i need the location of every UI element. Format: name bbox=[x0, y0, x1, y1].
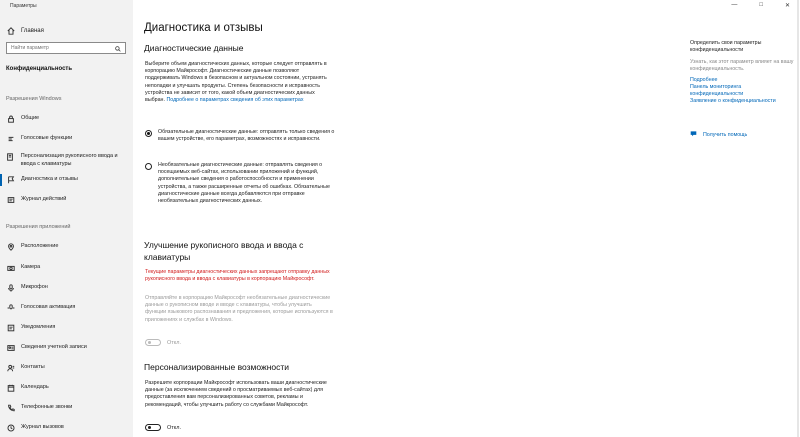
home-icon bbox=[6, 26, 15, 35]
radio-required-label: Обязательные диагностические данные: отправлять только сведения о вашем устройстве, его параметрах, возможностях и исправности. bbox=[158, 129, 335, 143]
sidebar-item-label: Уведомления bbox=[21, 324, 56, 330]
sidebar-item-call-history[interactable] bbox=[0, 424, 133, 433]
group-label-apps: Разрешения приложений bbox=[6, 224, 71, 230]
sidebar-item-account[interactable] bbox=[0, 344, 133, 353]
radio-optional-label: Необязательные диагностические данные: отправлять сведения о посещаемых веб-сайтах, использовании приложений и функций, дополнительные сведения о работоспособности и применении устройства, а также расширенные отчеты об ошибках. Обязательные диагностические данные всегда добавляются при отправке необязательных диагностических данных. bbox=[158, 162, 330, 205]
privacy-statement-link[interactable]: Заявление о конфиденциальности bbox=[690, 98, 776, 104]
sidebar-item-label: Голосовая активация bbox=[21, 304, 76, 310]
phone-icon bbox=[6, 404, 15, 413]
personal-toggle-row bbox=[145, 424, 181, 431]
radio-optional-button[interactable] bbox=[145, 163, 152, 170]
personal-description: Разрешите корпорации Майкрософт использовать ваши диагностические данные (за исключением сведений о просматриваемых веб-сайтах) для предоставления вам персонализированных советов, рекламы и рекомендаций, чтобы улучшить работу со службами Майкрософт. bbox=[145, 380, 327, 408]
sidebar-item-label: Голосовые функции bbox=[21, 135, 73, 141]
sidebar-item-label: Контакты bbox=[21, 364, 45, 370]
inking-heading: Улучшение рукописного ввода и ввода с клавиатуры bbox=[144, 240, 304, 262]
section-title: Конфиденциальность bbox=[6, 66, 73, 72]
feedback-icon bbox=[6, 176, 15, 185]
diagnostics-learn-more-link[interactable]: Подробнее о параметрах сведения об этих параметрах bbox=[166, 97, 304, 104]
sidebar-item-label: Журнал вызовов bbox=[21, 424, 64, 430]
learn-more-link[interactable]: Подробнее bbox=[690, 77, 718, 83]
sidebar-item-label: Камера bbox=[21, 264, 41, 270]
close-button[interactable]: ✕ bbox=[784, 3, 790, 9]
sidebar-item-label: Расположение bbox=[21, 243, 59, 249]
inking-toggle[interactable] bbox=[145, 339, 161, 346]
maximize-button[interactable]: □ bbox=[759, 2, 763, 8]
inking-description: Отправляйте в корпорацию Майкрософт необязательные диагностические данные о рукописном вводе и вводе с клавиатуры, чтобы улучшить функции языкового распознавания и предложения, которые используются в приложениях и службах в Windows. bbox=[145, 295, 333, 323]
personal-toggle[interactable] bbox=[145, 424, 161, 431]
sidebar bbox=[0, 0, 133, 437]
diagnostics-description-text: Выберите объем диагностических данных, которые следует отправлять в корпорацию Майкрософт. Диагностические данные позволяют поддерживать Windows в безопасном и актуальном состоянии, устранять неполадки и улучшать продукты. Степень безопасности и исправность устройства не зависит от того, какой объем диагностических данных выбран. bbox=[145, 61, 327, 104]
account-icon bbox=[6, 344, 15, 353]
diagnostics-heading: Диагностические данные bbox=[144, 43, 244, 53]
get-help-label: Получить помощь bbox=[703, 131, 748, 138]
camera-icon bbox=[6, 264, 15, 273]
personal-heading: Персонализированные возможности bbox=[144, 362, 290, 372]
sidebar-item-microphone[interactable] bbox=[0, 284, 133, 293]
radio-required-button[interactable] bbox=[145, 130, 152, 137]
sidebar-item-label: Общие bbox=[21, 115, 40, 121]
sidebar-item-camera[interactable] bbox=[0, 264, 133, 273]
voice-activation-icon bbox=[6, 304, 15, 313]
window-title: Параметры bbox=[10, 3, 37, 9]
get-help-link[interactable] bbox=[690, 130, 747, 139]
search-box[interactable] bbox=[6, 42, 126, 54]
inking-warning: Текущие параметры диагностических данных запрещают отправку данных рукописного ввода и ввода с клавиатуры в корпорацию Майкрософт. bbox=[145, 269, 330, 283]
lock-icon bbox=[6, 115, 15, 124]
notifications-icon bbox=[6, 324, 15, 333]
sidebar-item-label: Микрофон bbox=[21, 284, 48, 290]
sidebar-item-label: Персонализация рукописного ввода и ввода с клавиатуры bbox=[20, 153, 118, 167]
diagnostics-description bbox=[145, 61, 333, 104]
sidebar-item-notifications[interactable] bbox=[0, 324, 133, 333]
personal-toggle-label: Откл. bbox=[167, 424, 182, 431]
scrollbar[interactable] bbox=[797, 0, 799, 437]
right-pane-title: Определить свои параметры конфиденциальности bbox=[690, 40, 762, 53]
minimize-button[interactable]: — bbox=[731, 2, 738, 8]
sidebar-item-home[interactable] bbox=[6, 26, 44, 35]
right-pane-description: Узнать, как этот параметр влияет на вашу конфиденциальность. bbox=[690, 59, 794, 72]
group-label-windows: Разрешения Windows bbox=[6, 96, 62, 102]
sidebar-item-location[interactable] bbox=[0, 243, 133, 252]
calendar-icon bbox=[6, 384, 15, 393]
search-input[interactable] bbox=[11, 45, 106, 51]
sidebar-item-activity[interactable] bbox=[0, 196, 133, 205]
sidebar-item-label: Телефонные звонки bbox=[21, 404, 73, 410]
right-pane bbox=[690, 40, 795, 105]
sidebar-item-diagnostics[interactable] bbox=[0, 176, 133, 185]
sidebar-item-label: Главная bbox=[21, 27, 44, 34]
page-title: Диагностика и отзывы bbox=[144, 22, 263, 34]
location-icon bbox=[6, 243, 15, 252]
call-history-icon bbox=[6, 424, 15, 433]
sidebar-item-label: Сведения учетной записи bbox=[21, 344, 87, 350]
sidebar-item-voice-activation[interactable] bbox=[0, 304, 133, 313]
sidebar-item-calendar[interactable] bbox=[0, 384, 133, 393]
sidebar-item-label: Диагностика и отзывы bbox=[21, 176, 78, 182]
pen-icon bbox=[6, 153, 15, 162]
window-controls bbox=[731, 2, 790, 9]
radio-required[interactable] bbox=[145, 129, 345, 143]
sidebar-item-general[interactable] bbox=[0, 115, 133, 124]
history-icon bbox=[6, 196, 15, 205]
privacy-dashboard-link[interactable]: Панель мониторинга конфиденциальности bbox=[690, 84, 744, 97]
microphone-icon bbox=[6, 284, 15, 293]
radio-optional[interactable] bbox=[145, 162, 345, 205]
sidebar-item-voice[interactable] bbox=[0, 135, 133, 144]
sidebar-item-contacts[interactable] bbox=[0, 364, 133, 373]
sidebar-item-inking[interactable] bbox=[0, 153, 128, 168]
contacts-icon bbox=[6, 364, 15, 373]
sidebar-item-label: Календарь bbox=[21, 384, 49, 390]
voice-icon bbox=[6, 135, 15, 144]
sidebar-item-label: Журнал действий bbox=[21, 196, 67, 202]
help-icon bbox=[690, 130, 697, 139]
inking-toggle-row bbox=[145, 339, 181, 346]
search-icon[interactable] bbox=[115, 39, 121, 57]
sidebar-item-phone-calls[interactable] bbox=[0, 404, 133, 413]
inking-toggle-label: Откл. bbox=[167, 339, 182, 346]
right-pane-links bbox=[690, 77, 795, 105]
